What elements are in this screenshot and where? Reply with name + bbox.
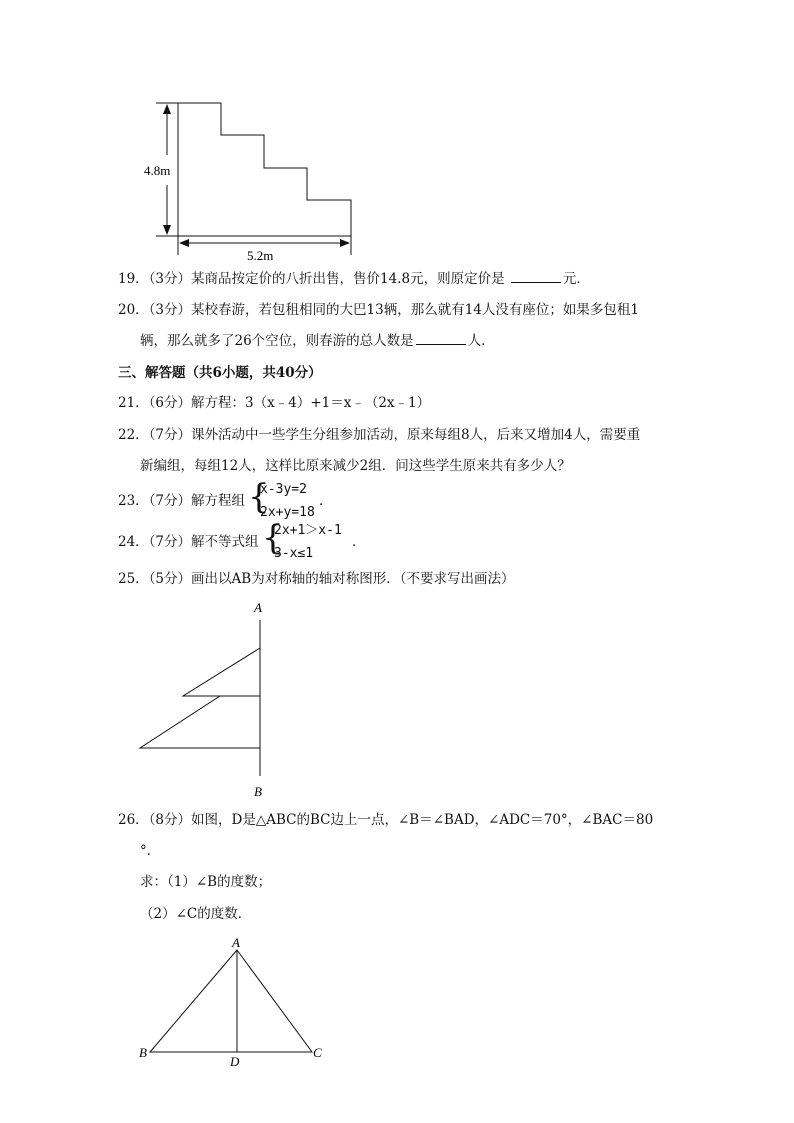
question-20-line2 — [140, 332, 495, 350]
q24-end: ． — [352, 534, 366, 550]
question-22-line1 — [118, 426, 640, 444]
q24-brace: { — [262, 518, 284, 558]
question-22-line2: 新编组，每组12人，这样比原来减少2组．问这些学生原来共有多少人？ — [140, 458, 571, 474]
staircase-figure — [130, 95, 370, 265]
q26-text1: 如图，D是△ABC的BC边上一点，∠B＝∠BAD，∠ADC＝70°，∠BAC＝80 — [191, 812, 654, 828]
q26-ask-2: （2）∠C的度数． — [140, 906, 252, 922]
question-23 — [118, 492, 245, 510]
vertex-label-c: C — [313, 1045, 322, 1060]
vertex-label-d: D — [230, 1054, 240, 1069]
q26-score: （8分） — [148, 812, 192, 828]
q20-text2: 辆，那么就多了26个空位，则春游的总人数是 — [140, 333, 414, 349]
q20-score: （3分） — [148, 302, 192, 318]
section-3-title: 三、解答题（共6小题，共40分） — [118, 365, 322, 381]
q25-number: 25． — [118, 571, 149, 587]
q25-score: （5分） — [148, 571, 192, 587]
q24-eq1: 2x+1＞x-1 — [274, 523, 342, 538]
q23-eq2: 2x+y=18 — [260, 505, 315, 520]
q23-brace: { — [248, 477, 270, 517]
q21-score: （6分） — [148, 395, 192, 411]
question-25 — [118, 570, 514, 588]
symmetry-figure — [130, 598, 280, 803]
q22-number: 22． — [118, 427, 149, 443]
question-20-line1 — [118, 301, 639, 319]
axis-label-a: A — [254, 600, 262, 615]
q25-text: 画出以AB为对称轴的轴对称图形．（不要求写出画法） — [191, 571, 515, 587]
q23-end: ． — [319, 493, 333, 509]
vertex-label-a: A — [232, 935, 240, 950]
q19-unit: 元． — [562, 271, 590, 287]
q22-score: （7分） — [148, 427, 192, 443]
axis-label-b: B — [254, 784, 262, 799]
q23-eq1: x-3y=2 — [260, 482, 307, 497]
q26-ask-1: 求：（1）∠B的度数； — [140, 874, 272, 890]
q21-text: 解方程：3（x﹣4）+1＝x﹣（2x﹣1） — [191, 395, 431, 411]
q23-score: （7分） — [148, 493, 192, 509]
q19-answer-blank[interactable] — [511, 270, 561, 283]
q20-answer-blank[interactable] — [416, 332, 466, 345]
q19-score: （3分） — [148, 271, 192, 287]
width-label: 5.2m — [247, 248, 274, 263]
q26-number: 26． — [118, 812, 149, 828]
q24-eq2: 3-x≤1 — [274, 546, 314, 561]
question-26-line2: °． — [140, 843, 161, 859]
q19-text: 某商品按定价的八折出售，售价14.8元，则原定价是 — [191, 271, 505, 287]
q20-text1: 某校春游，若包租相同的大巴13辆，那么就有14人没有座位；如果多包租1 — [191, 302, 639, 318]
question-21 — [118, 394, 430, 412]
q23-text: 解方程组 — [191, 493, 246, 509]
q24-score: （7分） — [148, 534, 192, 550]
q24-text: 解不等式组 — [191, 534, 259, 550]
triangle-figure — [132, 932, 332, 1072]
q23-number: 23． — [118, 493, 149, 509]
vertex-label-b: B — [139, 1045, 147, 1060]
q22-text1: 课外活动中一些学生分组参加活动，原来每组8人，后来又增加4人，需要重 — [191, 427, 641, 443]
q24-number: 24． — [118, 534, 149, 550]
q20-unit: 人． — [467, 333, 495, 349]
q20-number: 20． — [118, 302, 149, 318]
question-24 — [118, 533, 259, 551]
q21-number: 21． — [118, 395, 149, 411]
q19-number: 19． — [118, 271, 149, 287]
height-label: 4.8m — [144, 163, 171, 178]
question-26-line1 — [118, 811, 653, 829]
question-19 — [118, 270, 590, 288]
